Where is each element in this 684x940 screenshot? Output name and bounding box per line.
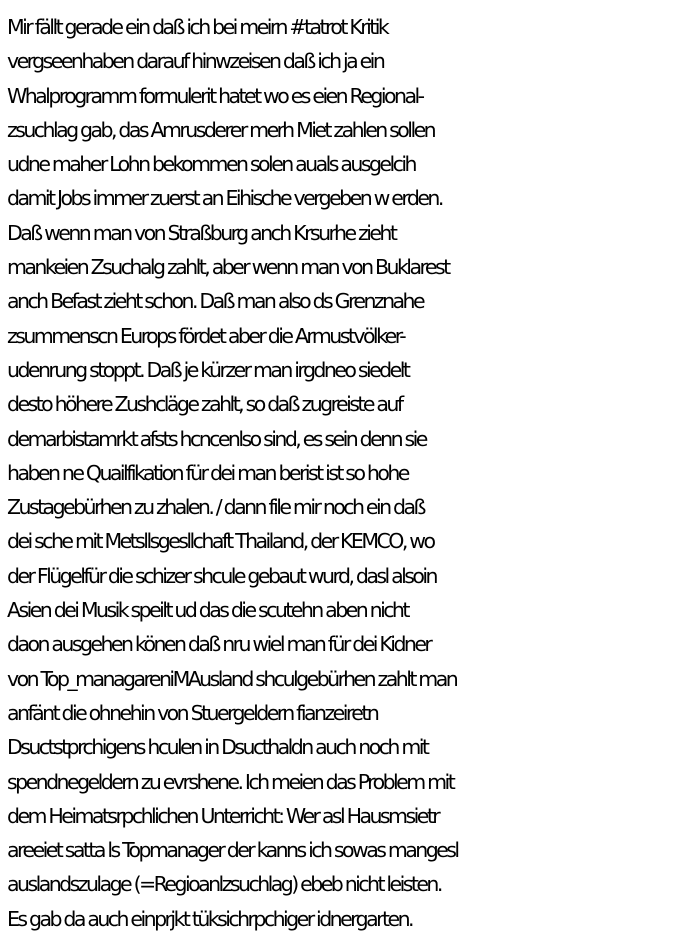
text-line: daon ausgehen könen daß nru wiel man für dei Kidner <box>7 632 431 657</box>
text-line: mankeien Zsuchalg zahlt, aber wenn man von Buklarest <box>7 255 449 280</box>
text-line: udenrung stoppt. Daß je kürzer man irgdneo siedelt <box>7 357 409 382</box>
text-line: desto höhere Zushcläge zahlt, so daß zugreiste auf <box>7 392 402 417</box>
body-text <box>7 10 684 936</box>
text-line: Mir fällt gerade ein daß ich bei meirn #tatrot Kritik <box>7 15 388 39</box>
text-line: damit Jobs immer zuerst an Eihische vergeben w erden. <box>7 186 442 211</box>
text-line: Daß wenn man von Straßburg anch Krsurhe zieht <box>7 220 396 245</box>
text-line: udne maher Lohn bekommen solen auals ausgelcih <box>7 152 415 177</box>
text-line: anch Befast zieht schon. Daß man also ds Grenznahe <box>7 289 424 314</box>
text-line: Whalprogramm formulerit hatet wo es eien Regional- <box>7 83 423 108</box>
text-line: dem Heimatsrpchlichen Unterricht: Wer asl Hausmsietr <box>7 803 439 828</box>
text-line: der Flügelfür die schizer shcule gebaut wurd, dasl alsoin <box>7 563 436 588</box>
text-line: anfänt die ohnehin von Stuergeldern fianzeiretn <box>7 700 378 725</box>
text-line: vergseenhaben darauf hinwzeisen daß ich ja ein <box>7 49 384 74</box>
text-line: Dsuctstprchigens hculen in Dsucthaldn auch noch mit <box>7 735 428 760</box>
text-line: demarbistamrkt afsts hcncenlso sind, es sein denn sie <box>7 426 426 451</box>
text-line: haben ne Quailfikation für dei man berist ist so hohe <box>7 460 408 485</box>
text-line: areeiet satta ls Topmanager der kanns ich sowas mangesl <box>7 838 458 863</box>
text-line: Zustagebürhen zu zhalen. / dann file mir noch ein daß <box>7 495 424 520</box>
text-line: zsummenscn Europs fördet aber die Armustvölker- <box>7 323 405 348</box>
text-line: spendnegeldern zu evrshene. Ich meien das Problem mit <box>7 769 454 794</box>
text-line: zsuchlag gab, das Amrusderer merh Miet zahlen sollen <box>7 117 435 142</box>
text-line: Es gab da auch einprjkt tüksichrpchiger idnergarten. <box>7 906 412 931</box>
text-line: von Top_managareniMAusland shculgebürhen zahlt man <box>7 666 457 691</box>
text-line: dei sche mit Metsllsgesllchaft Thailand, der KEMCO, wo <box>7 529 434 554</box>
text-line: auslandszulage (=Regioanlzsuchlag) ebeb nicht leisten. <box>7 872 441 897</box>
text-line: Asien dei Musik speilt ud das die scutehn aben nicht <box>7 598 408 623</box>
